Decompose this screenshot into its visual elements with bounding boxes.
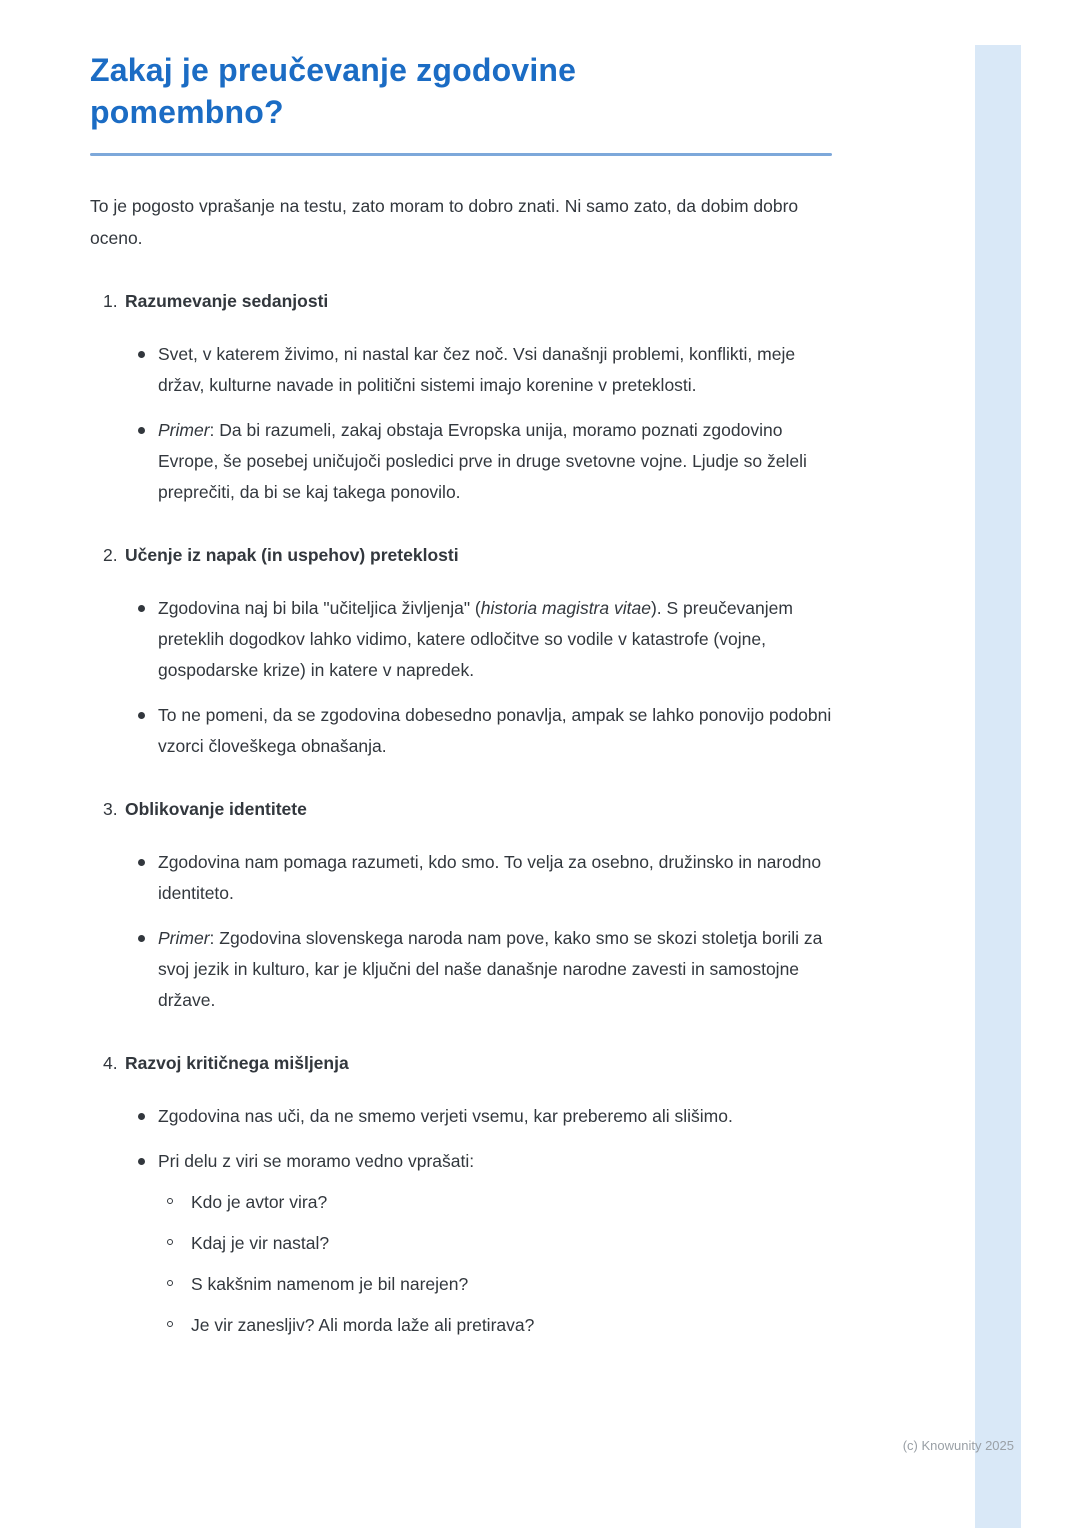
section-kriticno-misljenje bbox=[90, 1052, 832, 1341]
bullet-icon bbox=[138, 712, 145, 719]
list-item bbox=[90, 923, 832, 1016]
italic-lead: Primer bbox=[158, 928, 210, 949]
title-underline bbox=[90, 153, 832, 156]
sub-bullet-icon bbox=[167, 1239, 173, 1245]
section-oblikovanje-identitete bbox=[90, 798, 832, 1016]
section-title: Razvoj kritičnega mišljenja bbox=[125, 1053, 349, 1074]
bullet-text-segment: Zgodovina nas uči, da ne smemo verjeti vsemu, kar preberemo ali slišimo. bbox=[158, 1106, 733, 1127]
list-item bbox=[90, 1101, 832, 1132]
sub-list-item bbox=[158, 1187, 832, 1218]
bullet-text bbox=[158, 593, 832, 686]
italic-lead: Primer bbox=[158, 420, 210, 441]
bullet-text-segment: Pri delu z viri se moramo vedno vprašati: bbox=[158, 1151, 475, 1172]
bullet-text-segment: Zgodovina naj bi bila "učiteljica življenja" ( bbox=[158, 598, 481, 619]
bullet-text bbox=[158, 700, 832, 762]
bullet-icon bbox=[138, 859, 145, 866]
bullet-text-segment: : Da bi razumeli, zakaj obstaja Evropska unija, moramo poznati zgodovino Evrope, še posebej uničujoči posledici prve in druge svetovne vojne. Ljudje so želeli preprečiti, da bi se kaj takega ponovilo. bbox=[158, 420, 807, 503]
section-title: Učenje iz napak (in uspehov) preteklosti bbox=[125, 545, 459, 566]
section-title: Oblikovanje identitete bbox=[125, 799, 307, 820]
bullet-icon bbox=[138, 1158, 145, 1165]
bullet-text-segment: Zgodovina nam pomaga razumeti, kdo smo. To velja za osebno, družinsko in narodno identiteto. bbox=[158, 852, 822, 904]
sub-list-item bbox=[158, 1269, 832, 1300]
bullet-list bbox=[90, 339, 832, 508]
section-number: 3. bbox=[103, 799, 118, 820]
bullet-icon bbox=[138, 351, 145, 358]
bullet-text bbox=[158, 1101, 832, 1132]
list-item bbox=[90, 1146, 832, 1341]
list-item bbox=[90, 415, 832, 508]
right-margin-strip bbox=[975, 45, 1021, 1528]
bullet-icon bbox=[138, 1113, 145, 1120]
sub-list-item bbox=[158, 1228, 832, 1259]
sub-bullet-text: Kdaj je vir nastal? bbox=[191, 1233, 330, 1254]
bullet-text bbox=[158, 923, 832, 1016]
bullet-text bbox=[158, 847, 832, 909]
sub-bullet-text: Je vir zanesljiv? Ali morda laže ali pretirava? bbox=[191, 1315, 535, 1336]
list-item bbox=[90, 593, 832, 686]
bullet-list bbox=[90, 847, 832, 1016]
bullet-icon bbox=[138, 427, 145, 434]
bullet-text bbox=[158, 1146, 832, 1341]
sub-bullet-icon bbox=[167, 1198, 173, 1204]
section-ucenje-iz-napak bbox=[90, 544, 832, 762]
sub-bullet-icon bbox=[167, 1280, 173, 1286]
sub-bullet-icon bbox=[167, 1321, 173, 1327]
page-title: Zakaj je preučevanje zgodovine pomembno? bbox=[90, 52, 577, 130]
bullet-icon bbox=[138, 605, 145, 612]
section-heading bbox=[90, 544, 832, 567]
sub-bullet-list bbox=[158, 1187, 832, 1341]
intro-paragraph: To je pogosto vprašanje na testu, zato moram to dobro znati. Ni samo zato, da dobim dobro oceno. bbox=[90, 196, 799, 249]
bullet-icon bbox=[138, 935, 145, 942]
list-item bbox=[90, 847, 832, 909]
section-number: 2. bbox=[103, 545, 118, 566]
document-content bbox=[90, 50, 832, 1341]
section-number: 1. bbox=[103, 291, 118, 312]
bullet-text bbox=[158, 415, 832, 508]
sub-list-item bbox=[158, 1310, 832, 1341]
bullet-text-segment: Svet, v katerem živimo, ni nastal kar čez noč. Vsi današnji problemi, konflikti, meje držav, kulturne navade in politični sistemi imajo korenine v preteklosti. bbox=[158, 344, 796, 396]
italic-phrase: historia magistra vitae bbox=[480, 598, 651, 619]
bullet-text-segment: : Zgodovina slovenskega naroda nam pove, kako smo se skozi stoletja borili za svoj jezik in kulturo, kar je ključni del naše današnje narodne zavesti in samostojne države. bbox=[158, 928, 823, 1011]
section-title: Razumevanje sedanjosti bbox=[125, 291, 329, 312]
section-number: 4. bbox=[103, 1053, 118, 1074]
bullet-list bbox=[90, 593, 832, 762]
copyright-notice: (c) Knowunity 2025 bbox=[902, 1438, 1014, 1453]
bullet-list bbox=[90, 1101, 832, 1341]
bullet-text-segment: ). S preučevanjem preteklih dogodkov lahko vidimo, katere odločitve so vodile v katastrofe (vojne, gospodarske krize) in katere v napredek. bbox=[158, 598, 793, 681]
section-heading bbox=[90, 290, 832, 313]
section-razumevanje-sedanjosti bbox=[90, 290, 832, 508]
bullet-text bbox=[158, 339, 832, 401]
list-item bbox=[90, 339, 832, 401]
sub-bullet-text: Kdo je avtor vira? bbox=[191, 1192, 328, 1213]
section-heading bbox=[90, 798, 832, 821]
sub-bullet-text: S kakšnim namenom je bil narejen? bbox=[191, 1274, 469, 1295]
list-item bbox=[90, 700, 832, 762]
bullet-text-segment: To ne pomeni, da se zgodovina dobesedno ponavlja, ampak se lahko ponovijo podobni vzorci človeškega obnašanja. bbox=[158, 705, 832, 757]
section-heading bbox=[90, 1052, 832, 1075]
